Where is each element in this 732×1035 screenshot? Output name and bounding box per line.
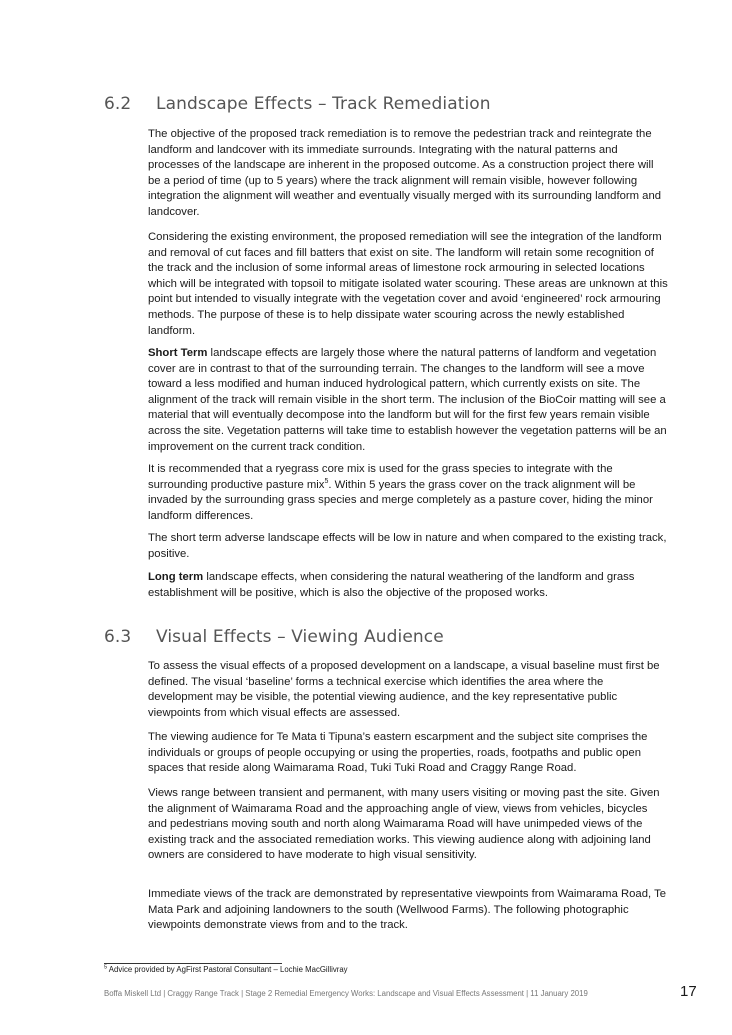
paragraph — [148, 887, 668, 934]
paragraph — [148, 462, 668, 524]
paragraph-text: The short term adverse landscape effects will be low in nature and when compared to the existing track, positive. — [148, 532, 667, 560]
paragraph-lead: Long term — [148, 571, 204, 583]
paragraph — [148, 230, 668, 339]
section-title: Visual Effects – Viewing Audience — [156, 627, 444, 647]
paragraph-text: Immediate views of the track are demonstrated by representative viewpoints from Waimarama Road, Te Mata Park and adjoining landowners to the south (Wellwood Farms). The following photographic viewpoints demonstrate views from and to the track. — [148, 888, 666, 932]
paragraph — [148, 127, 668, 221]
paragraph — [148, 570, 668, 601]
paragraph-text: landscape effects, when considering the natural weathering of the landform and grass establishment will be positive, which is also the objective of the proposed works. — [148, 571, 635, 599]
footnote — [104, 965, 348, 974]
paragraph — [148, 659, 668, 721]
footnote-divider — [104, 963, 282, 964]
paragraph-text: Considering the existing environment, the proposed remediation will see the integration of the landform and removal of cut faces and fill batters that exist on site. The landform will retain some recognition of the track and the inclusion of some informal areas of limestone rock armouring in selected locations which will be integrated with topsoil to mitigate isolated water scouring. These areas are unknown at this point but intended to visually integrate with the vegetation cover and avoid ‘engineered’ rock armouring methods. The purpose of these is to help dissipate water scouring across the newly established landform. — [148, 231, 668, 337]
footnote-text: Advice provided by AgFirst Pastoral Consultant – Lochie MacGillivray — [107, 965, 348, 974]
section-6-3-heading — [104, 627, 444, 647]
paragraph-text: The viewing audience for Te Mata ti Tipuna’s eastern escarpment and the subject site comprises the individuals or groups of people occupying or using the properties, roads, footpaths and public open spaces that reside along Waimarama Road, Tuki Tuki Road and Craggy Range Road. — [148, 731, 648, 775]
paragraph-text: It is recommended that a ryegrass core mix is used for the grass species to integrate with the surrounding productive pasture mix — [148, 463, 613, 491]
section-6-2-heading — [104, 94, 491, 114]
section-title: Landscape Effects – Track Remediation — [156, 94, 491, 114]
section-number: 6.2 — [104, 94, 132, 114]
paragraph — [148, 730, 668, 777]
footnote-reference[interactable]: 5 — [324, 477, 329, 485]
page-footer: Boffa Miskell Ltd | Craggy Range Track | Stage 2 Remedial Emergency Works: Landscape and Visual Effects Assessment | 11 January 2019 — [104, 989, 588, 998]
paragraph-lead: Short Term — [148, 347, 208, 359]
footnote-marker: 5 — [104, 964, 108, 971]
paragraph-text: The objective of the proposed track remediation is to remove the pedestrian track and reintegrate the landform and landcover with its immediate surrounds. Integrating with the natural patterns and processes of the landscape are inherent in the proposed outcome. As a construction project there will be a period of time (up to 5 years) where the track alignment will remain visible, however following integration the alignment will weather and eventually visually merged with its surrounding landform and landcover. — [148, 128, 662, 218]
paragraph-text: Views range between transient and permanent, with many users visiting or moving past the site. Given the alignment of Waimarama Road and the approaching angle of view, views from vehicles, bicycles and pedestrians moving south and north along Waimarama Road will have unimpeded views of the existing track and the associated remediation works. This viewing audience along with adjoining land owners are considered to have moderate to high visual sensitivity. — [148, 787, 660, 862]
page-number: 17 — [680, 983, 697, 1000]
paragraph-text: . Within 5 years the grass cover on the track alignment will be invaded by the surrounding grass species and merge completely as a pasture cover, hiding the minor landform differences. — [148, 478, 653, 522]
section-number: 6.3 — [104, 627, 132, 647]
paragraph — [148, 531, 668, 562]
paragraph-text: To assess the visual effects of a proposed development on a landscape, a visual baseline must first be defined. The visual ‘baseline’ forms a technical exercise which identifies the area where the development may be visible, the potential viewing audience, and the key representative public viewpoints from which visual effects are assessed. — [148, 660, 660, 719]
paragraph — [148, 346, 668, 455]
paragraph-text: landscape effects are largely those where the natural patterns of landform and vegetation cover are in contrast to that of the surrounding terrain. The changes to the landform will see a move toward a less modified and human induced hydrological pattern, which currently exists on site. The alignment of the track will remain visible in the short term. The inclusion of the BioCoir matting will see a material that will eventually decompose into the landform but will for the first few years remain visible across the site. Vegetation patterns will take time to establish however the vegetation patterns will be an improvement on the current track condition. — [148, 347, 667, 453]
paragraph — [148, 786, 668, 864]
